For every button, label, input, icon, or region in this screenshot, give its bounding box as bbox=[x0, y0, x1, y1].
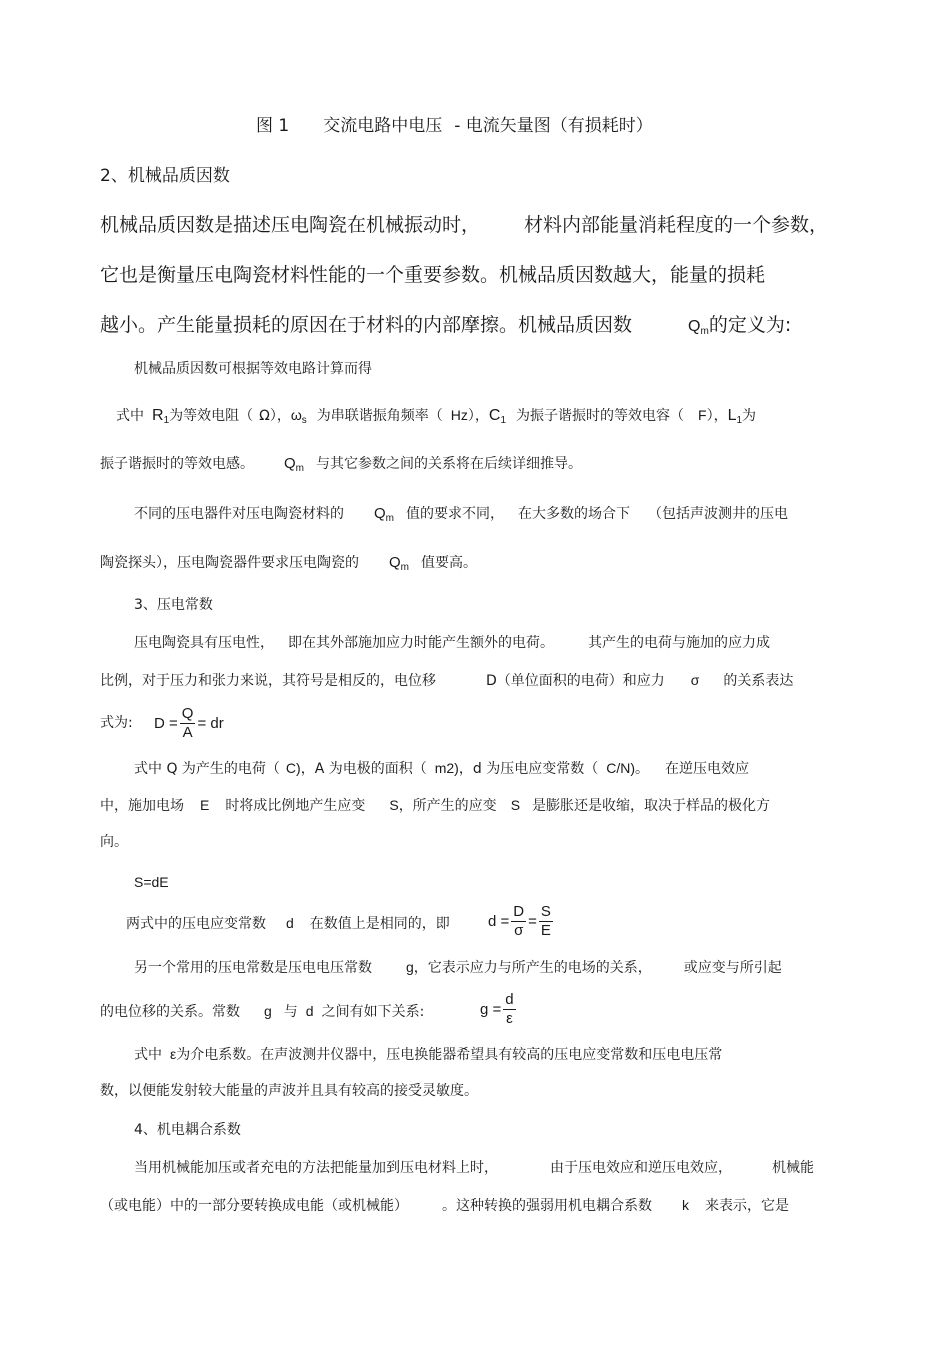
text-run: 机械能 bbox=[772, 1160, 814, 1176]
subscript-m: m bbox=[700, 326, 709, 337]
symbol-d: d bbox=[305, 1003, 314, 1019]
equation-lhs: d = bbox=[488, 912, 510, 930]
symbol-s: S bbox=[389, 797, 399, 813]
text-run: ，d 为压电应变常数（ bbox=[458, 761, 599, 777]
text-run: 为 bbox=[742, 408, 757, 424]
text-run: 机械品质因数是描述压电陶瓷在机械振动时， bbox=[100, 214, 481, 236]
subscript-1: 1 bbox=[163, 415, 170, 426]
symbol-s: S bbox=[510, 797, 521, 813]
equation-d-over-sigma bbox=[488, 904, 555, 939]
text-run: 。这种转换的强弱用机电耦合系数 bbox=[442, 1198, 652, 1214]
sec3-paragraph-line-4 bbox=[134, 761, 749, 776]
equals-sign: = bbox=[528, 912, 537, 930]
symbol-g: g bbox=[264, 1003, 272, 1019]
symbol-e: E bbox=[200, 797, 210, 813]
symbol-sigma: σ bbox=[690, 672, 700, 688]
sec3-paragraph-line-6: 向。 bbox=[100, 834, 128, 850]
text-run: 即在其外部施加应力时能产生额外的电荷。 bbox=[288, 635, 554, 651]
text-run: 振子谐振时的等效电感。 bbox=[100, 456, 254, 472]
sec4-paragraph-line-2 bbox=[100, 1198, 789, 1213]
text-run: 比例，对于压力和张力来说，其符号是相反的，电位移 bbox=[100, 673, 436, 689]
symbol-q: Q bbox=[389, 554, 401, 571]
text-run: 越小。产生能量损耗的原因在于材料的内部摩擦。机械品质因数 bbox=[100, 314, 633, 336]
sec3-equation-line bbox=[100, 705, 224, 741]
symbol-g: g bbox=[406, 959, 414, 975]
sec2-paragraph-line-4: 机械品质因数可根据等效电路计算而得 bbox=[134, 361, 372, 377]
sec3-paragraph-line-11: 数，以便能发射较大能量的声波并且具有较高的接受灵敏度。 bbox=[100, 1083, 478, 1099]
sec2-paragraph-line-2: 它也是衡量压电陶瓷材料性能的一个重要参数。机械品质因数越大，能量的损耗 bbox=[100, 264, 766, 286]
symbol-omega: ω bbox=[290, 407, 302, 423]
fraction-denominator: ε bbox=[506, 1009, 513, 1027]
text-run: D（单位面积的电荷）和应力 bbox=[486, 673, 665, 689]
equation-lhs: D = bbox=[154, 714, 178, 732]
text-run: （或电能）中的一部分要转换成电能（或机械能） bbox=[100, 1198, 408, 1214]
subscript-1: 1 bbox=[736, 415, 743, 426]
text-run: 。 bbox=[634, 761, 649, 777]
sec2-paragraph-line-7 bbox=[134, 505, 789, 524]
section-2-heading: 2、机械品质因数 bbox=[100, 166, 230, 186]
unit-m2: m2) bbox=[434, 760, 459, 776]
text-run: 当用机械能加压或者充电的方法把能量加到压电材料上时， bbox=[134, 1160, 498, 1176]
symbol-q: Q bbox=[374, 505, 386, 522]
subscript-s: s bbox=[301, 415, 307, 426]
subscript-m: m bbox=[295, 463, 305, 474]
symbol-r1 bbox=[152, 407, 169, 424]
sec3-paragraph-line-7 bbox=[126, 903, 551, 939]
symbol-l1 bbox=[728, 407, 742, 424]
text-run: 在大多数的场合下 bbox=[518, 506, 631, 522]
sec3-paragraph-line-5 bbox=[100, 798, 770, 813]
text-run: 之间有如下关系: bbox=[321, 1004, 425, 1020]
fraction-d-over-sigma bbox=[511, 904, 526, 939]
text-run: （包括声波测井的压电 bbox=[648, 506, 789, 522]
sec3-paragraph-line-8 bbox=[134, 960, 782, 975]
text-run: ，A 为电极的面积（ bbox=[300, 761, 427, 777]
text-run: 式为: bbox=[100, 715, 133, 731]
equation-lhs: g = bbox=[480, 1000, 502, 1018]
text-run: ）， bbox=[467, 408, 489, 424]
text-run: 压电陶瓷具有压电性， bbox=[134, 635, 274, 651]
text-run: 的关系表达 bbox=[723, 673, 794, 689]
unit-farad: F bbox=[698, 407, 707, 423]
equation-s-de: S=dE bbox=[134, 874, 169, 890]
symbol-c1 bbox=[489, 407, 506, 424]
text-run: ，所产生的应变 bbox=[398, 798, 497, 814]
subscript-1: 1 bbox=[500, 415, 507, 426]
symbol-qm bbox=[389, 554, 409, 571]
sec3-paragraph-line-9 bbox=[100, 991, 514, 1027]
text-run: 另一个常用的压电常数是压电电压常数 bbox=[134, 960, 372, 976]
text-run: 式中 bbox=[116, 408, 144, 424]
symbol-epsilon: ε bbox=[170, 1046, 177, 1062]
subscript-m: m bbox=[385, 513, 395, 524]
sec2-paragraph-line-8 bbox=[100, 554, 478, 573]
unit-c-per-n: C/N) bbox=[606, 760, 635, 776]
text-run: 不同的压电器件对压电陶瓷材料的 bbox=[134, 506, 344, 522]
text-run: 式中 Q 为产生的电荷（ bbox=[134, 761, 280, 777]
figure-label: 图 1 bbox=[256, 116, 290, 136]
sec2-paragraph-line-1 bbox=[100, 216, 828, 235]
sec3-paragraph-line-1 bbox=[134, 636, 770, 650]
text-run: 其产生的电荷与施加的应力成 bbox=[588, 635, 770, 651]
symbol-q: Q bbox=[688, 318, 701, 335]
text-run: ）， bbox=[269, 408, 291, 424]
text-run: 与其它参数之间的关系将在后续详细推导。 bbox=[316, 456, 583, 472]
figure-caption-text-b: - 电流矢量图（有损耗时） bbox=[454, 116, 653, 136]
sentence bbox=[100, 1004, 424, 1020]
section-4-heading: 4、机电耦合系数 bbox=[134, 1122, 241, 1138]
text-run: 在逆压电效应 bbox=[664, 761, 749, 777]
equation-g-d-over-epsilon bbox=[480, 992, 518, 1027]
sec3-paragraph-line-10 bbox=[134, 1047, 722, 1062]
text-run: 陶瓷探头），压电陶瓷器件要求压电陶瓷的 bbox=[100, 555, 359, 571]
symbol-c: C bbox=[488, 407, 501, 424]
symbol-d: d bbox=[286, 915, 294, 931]
figure-caption-text-a: 交流电路中电压 bbox=[323, 116, 443, 136]
figure-caption bbox=[256, 118, 653, 135]
fraction-numerator: S bbox=[540, 903, 551, 920]
fraction-numerator: d bbox=[505, 991, 514, 1008]
sec4-paragraph-line-1 bbox=[134, 1161, 814, 1175]
fraction-s-over-e bbox=[539, 904, 553, 939]
fraction-numerator: D bbox=[513, 903, 525, 920]
sec3-paragraph-line-2 bbox=[100, 673, 793, 688]
fraction-q-over-a bbox=[180, 706, 196, 741]
fraction-numerator: Q bbox=[181, 705, 194, 722]
text-run: 的定义为: bbox=[708, 314, 792, 336]
text-run: 的电位移的关系。常数 bbox=[100, 1004, 240, 1020]
sec2-paragraph-line-3 bbox=[100, 316, 791, 335]
symbol-ws bbox=[290, 407, 307, 426]
sec2-paragraph-line-5 bbox=[116, 408, 756, 424]
text-run: 中，施加电场 bbox=[100, 798, 184, 814]
symbol-l: L bbox=[727, 407, 737, 424]
fraction-denominator: σ bbox=[514, 921, 524, 939]
text-run: 在数值上是相同的，即 bbox=[309, 916, 450, 932]
equation-rhs: = dr bbox=[197, 714, 224, 732]
symbol-qm bbox=[284, 455, 304, 472]
text-run: 与 bbox=[283, 1004, 298, 1020]
symbol-qm bbox=[374, 505, 394, 522]
text-run: ，它表示应力与所产生的电场的关系， bbox=[413, 960, 652, 976]
subscript-m: m bbox=[400, 562, 410, 573]
text-run: 为等效电阻（ bbox=[169, 408, 254, 424]
text-run: 值的要求不同， bbox=[406, 506, 505, 522]
text-run: 值要高。 bbox=[421, 555, 478, 571]
ohm-symbol: Ω bbox=[259, 408, 270, 424]
equation-d-q-over-a bbox=[154, 706, 224, 741]
text-run: 两式中的压电应变常数 bbox=[126, 916, 266, 932]
section-3-heading: 3、压电常数 bbox=[134, 597, 213, 613]
text-run: 时将成比例地产生应变 bbox=[225, 798, 366, 814]
text-run: 由于压电效应和逆压电效应， bbox=[550, 1160, 732, 1176]
text-run: 为串联谐振角频率（ bbox=[316, 408, 443, 424]
unit-coulomb: C) bbox=[285, 760, 301, 776]
fraction-denominator: A bbox=[182, 723, 193, 741]
symbol-k: k bbox=[682, 1197, 689, 1213]
text-run: 式中 bbox=[134, 1047, 162, 1063]
unit-hz: Hz bbox=[450, 407, 468, 423]
symbol-q: Q bbox=[284, 455, 296, 472]
text-run: 是膨胀还是收缩，取决于样品的极化方 bbox=[532, 798, 771, 814]
text-run: 为振子谐振时的等效电容（ bbox=[516, 408, 685, 424]
fraction-d-over-epsilon bbox=[503, 992, 515, 1027]
symbol-qm bbox=[688, 318, 709, 335]
text-run: 来表示，它是 bbox=[705, 1198, 789, 1214]
text-run: ）， bbox=[706, 408, 728, 424]
sentence bbox=[126, 916, 450, 932]
text-run: 材料内部能量消耗程度的一个参数， bbox=[524, 214, 829, 236]
sec2-paragraph-line-6 bbox=[100, 455, 583, 474]
text-run: 或应变与所引起 bbox=[683, 960, 782, 976]
symbol-r: R bbox=[152, 407, 164, 424]
fraction-denominator: E bbox=[540, 921, 551, 939]
text-run: 为介电系数。在声波测井仪器中，压电换能器希望具有较高的压电应变常数和压电电压常 bbox=[176, 1047, 723, 1063]
